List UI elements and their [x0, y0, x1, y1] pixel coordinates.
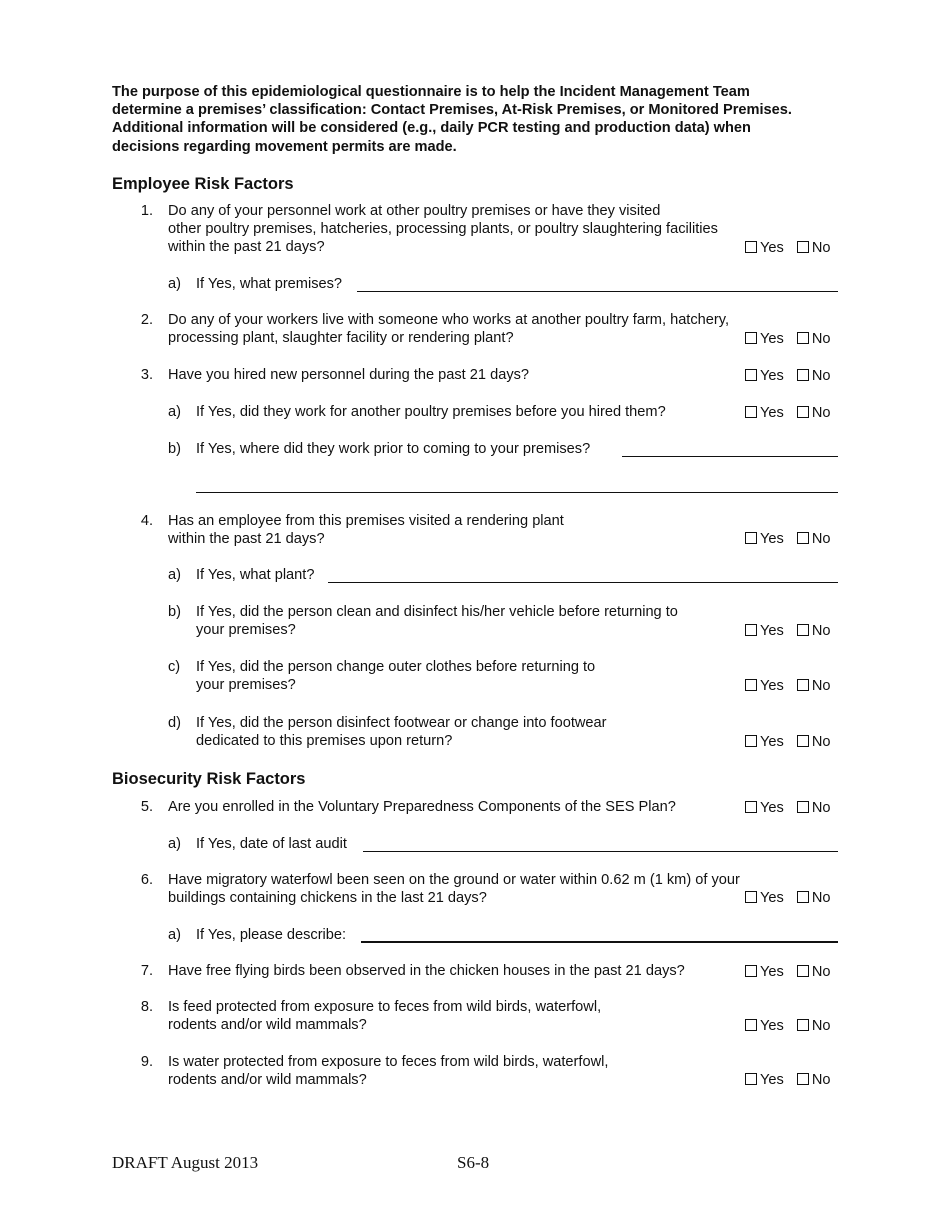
question-6a-text: If Yes, please describe:: [196, 927, 347, 943]
no-option[interactable]: [797, 330, 831, 348]
question-2-options: [745, 330, 830, 348]
no-option[interactable]: [797, 622, 831, 640]
no-label: No: [811, 405, 831, 421]
no-checkbox[interactable]: [797, 1019, 809, 1031]
answer-line-prior-work[interactable]: [622, 456, 838, 457]
sub-letter: d): [168, 715, 181, 731]
no-option[interactable]: [797, 1071, 831, 1089]
no-label: No: [811, 890, 831, 906]
no-checkbox[interactable]: [797, 735, 809, 747]
question-3b-text: If Yes, where did they work prior to coming to your premises?: [196, 441, 591, 457]
question-1-text: [168, 202, 718, 257]
question-number: 2.: [140, 312, 153, 328]
answer-line-audit-date[interactable]: [363, 851, 838, 852]
no-checkbox[interactable]: [797, 965, 809, 977]
sub-letter: a): [168, 567, 181, 583]
question-3a-options: [745, 404, 830, 422]
yes-checkbox[interactable]: [745, 679, 757, 691]
yes-label: Yes: [760, 678, 784, 694]
yes-option[interactable]: [745, 1071, 784, 1089]
question-1a-text: If Yes, what premises?: [196, 276, 343, 292]
question-6-options: [745, 889, 830, 907]
sub-letter: a): [168, 927, 181, 943]
question-9-text: [168, 1053, 608, 1089]
question-4-options: [745, 530, 830, 548]
question-line: Do any of your personnel work at other poultry premises or have they visited: [168, 203, 661, 219]
question-line: If Yes, did the person clean and disinfect his/her vehicle before returning to: [196, 604, 678, 620]
question-line: processing plant, slaughter facility or rendering plant?: [168, 330, 514, 347]
question-number: 4.: [140, 513, 153, 529]
yes-label: Yes: [760, 964, 784, 980]
no-option[interactable]: [797, 404, 831, 422]
no-option[interactable]: [797, 889, 831, 907]
yes-checkbox[interactable]: [745, 624, 757, 636]
yes-checkbox[interactable]: [745, 332, 757, 344]
no-label: No: [811, 1072, 831, 1088]
question-6-text: [168, 871, 740, 907]
intro-paragraph: [112, 83, 852, 156]
footer-draft-date: DRAFT August 2013: [112, 1153, 259, 1172]
question-line: Is feed protected from exposure to feces from wild birds, waterfowl,: [168, 999, 602, 1015]
sub-letter: b): [168, 441, 181, 457]
question-4a-text: If Yes, what plant?: [196, 567, 315, 583]
yes-label: Yes: [760, 890, 784, 906]
yes-label: Yes: [760, 531, 784, 547]
sub-letter: a): [168, 836, 181, 852]
question-4d-options: [745, 733, 830, 751]
no-checkbox[interactable]: [797, 801, 809, 813]
sub-letter: c): [168, 659, 181, 675]
yes-checkbox[interactable]: [745, 532, 757, 544]
question-3a-text: If Yes, did they work for another poultry premises before you hired them?: [196, 404, 666, 420]
no-option[interactable]: [797, 239, 831, 257]
question-line: dedicated to this premises upon return?: [196, 733, 453, 750]
question-number: 9.: [140, 1054, 153, 1070]
question-1-options: [745, 239, 830, 257]
yes-checkbox[interactable]: [745, 1019, 757, 1031]
no-label: No: [811, 331, 831, 347]
yes-option[interactable]: [745, 1017, 784, 1035]
yes-option[interactable]: [745, 733, 784, 751]
no-checkbox[interactable]: [797, 369, 809, 381]
yes-option[interactable]: [745, 963, 784, 981]
yes-label: Yes: [760, 800, 784, 816]
yes-option[interactable]: [745, 530, 784, 548]
question-line: rodents and/or wild mammals?: [168, 1017, 367, 1034]
no-option[interactable]: [797, 1017, 831, 1035]
no-option[interactable]: [797, 963, 831, 981]
section-heading-biosecurity: Biosecurity Risk Factors: [112, 770, 306, 788]
question-4b-text: [196, 603, 678, 639]
yes-checkbox[interactable]: [745, 735, 757, 747]
intro-line: The purpose of this epidemiological questionnaire is to help the Incident Management Team: [112, 84, 750, 100]
no-label: No: [811, 531, 831, 547]
yes-option[interactable]: [745, 367, 784, 385]
intro-line: determine a premises’ classification: Contact Premises, At-Risk Premises, or Monitored Premises.: [112, 102, 792, 119]
yes-label: Yes: [760, 1018, 784, 1034]
no-label: No: [811, 800, 831, 816]
question-line: Do any of your workers live with someone who works at another poultry farm, hatchery,: [168, 312, 730, 328]
no-checkbox[interactable]: [797, 1073, 809, 1085]
intro-line: Additional information will be considered (e.g., daily PCR testing and production data) when: [112, 120, 751, 137]
question-line: your premises?: [196, 622, 296, 639]
question-number: 3.: [140, 367, 153, 383]
question-line: Is water protected from exposure to feces from wild birds, waterfowl,: [168, 1054, 609, 1070]
question-5-text: Are you enrolled in the Voluntary Preparedness Components of the SES Plan?: [168, 799, 676, 815]
yes-label: Yes: [760, 1072, 784, 1088]
question-4-text: [168, 512, 564, 548]
yes-checkbox[interactable]: [745, 369, 757, 381]
question-line: If Yes, did the person disinfect footwear or change into footwear: [196, 715, 607, 731]
question-line: rodents and/or wild mammals?: [168, 1072, 367, 1089]
yes-label: Yes: [760, 734, 784, 750]
no-label: No: [811, 240, 831, 256]
yes-label: Yes: [760, 405, 784, 421]
no-checkbox[interactable]: [797, 332, 809, 344]
sub-letter: a): [168, 404, 181, 420]
no-option[interactable]: [797, 367, 831, 385]
no-option[interactable]: [797, 733, 831, 751]
no-option[interactable]: [797, 799, 831, 817]
question-3-text: Have you hired new personnel during the past 21 days?: [168, 367, 530, 383]
answer-line-prior-work-continued[interactable]: [196, 492, 838, 493]
yes-option[interactable]: [745, 677, 784, 695]
question-number: 8.: [140, 999, 153, 1015]
no-label: No: [811, 964, 831, 980]
question-4d-text: [196, 714, 607, 750]
question-4c-options: [745, 677, 830, 695]
no-checkbox[interactable]: [797, 679, 809, 691]
question-9-options: [745, 1071, 830, 1089]
yes-label: Yes: [760, 623, 784, 639]
yes-checkbox[interactable]: [745, 241, 757, 253]
question-line: within the past 21 days?: [168, 531, 325, 548]
question-number: 7.: [140, 963, 153, 979]
yes-label: Yes: [760, 368, 784, 384]
no-checkbox[interactable]: [797, 406, 809, 418]
yes-option[interactable]: [745, 404, 784, 422]
no-checkbox[interactable]: [797, 624, 809, 636]
yes-checkbox[interactable]: [745, 406, 757, 418]
yes-option[interactable]: [745, 239, 784, 257]
question-line: Has an employee from this premises visited a rendering plant: [168, 513, 564, 529]
section-heading-employee: Employee Risk Factors: [112, 175, 294, 193]
sub-letter: a): [168, 276, 181, 292]
question-2-text: [168, 311, 729, 347]
answer-line-describe[interactable]: [361, 941, 838, 943]
no-option[interactable]: [797, 677, 831, 695]
yes-checkbox[interactable]: [745, 1073, 757, 1085]
yes-option[interactable]: [745, 622, 784, 640]
yes-option[interactable]: [745, 330, 784, 348]
question-line: If Yes, did the person change outer clothes before returning to: [196, 659, 596, 675]
intro-line: decisions regarding movement permits are made.: [112, 138, 457, 155]
question-line: your premises?: [196, 677, 296, 694]
question-7-text: Have free flying birds been observed in the chicken houses in the past 21 days?: [168, 963, 685, 979]
yes-checkbox[interactable]: [745, 801, 757, 813]
question-line: within the past 21 days?: [168, 239, 325, 256]
question-line: Have migratory waterfowl been seen on the ground or water within 0.62 m (1 km) of your: [168, 872, 740, 888]
yes-option[interactable]: [745, 889, 784, 907]
question-number: 6.: [140, 872, 153, 888]
question-line: buildings containing chickens in the last 21 days?: [168, 890, 487, 907]
sub-letter: b): [168, 604, 181, 620]
question-8-text: [168, 998, 601, 1034]
question-5a-text: If Yes, date of last audit: [196, 836, 347, 852]
yes-checkbox[interactable]: [745, 891, 757, 903]
yes-checkbox[interactable]: [745, 965, 757, 977]
question-7-options: [745, 963, 830, 981]
question-4c-text: [196, 658, 595, 694]
answer-line-plant[interactable]: [328, 582, 838, 583]
answer-line-premises[interactable]: [357, 291, 838, 292]
no-checkbox[interactable]: [797, 241, 809, 253]
no-label: No: [811, 368, 831, 384]
no-label: No: [811, 678, 831, 694]
no-checkbox[interactable]: [797, 532, 809, 544]
yes-label: Yes: [760, 331, 784, 347]
question-3-options: [745, 367, 830, 385]
no-label: No: [811, 1018, 831, 1034]
question-number: 1.: [140, 203, 153, 219]
question-line: other poultry premises, hatcheries, processing plants, or poultry slaughtering facilities: [168, 221, 718, 238]
footer-page-number: S6-8: [457, 1153, 490, 1172]
no-checkbox[interactable]: [797, 891, 809, 903]
question-8-options: [745, 1017, 830, 1035]
question-4b-options: [745, 622, 830, 640]
question-5-options: [745, 799, 830, 817]
no-label: No: [811, 734, 831, 750]
yes-option[interactable]: [745, 799, 784, 817]
yes-label: Yes: [760, 240, 784, 256]
no-option[interactable]: [797, 530, 831, 548]
no-label: No: [811, 623, 831, 639]
question-number: 5.: [140, 799, 153, 815]
